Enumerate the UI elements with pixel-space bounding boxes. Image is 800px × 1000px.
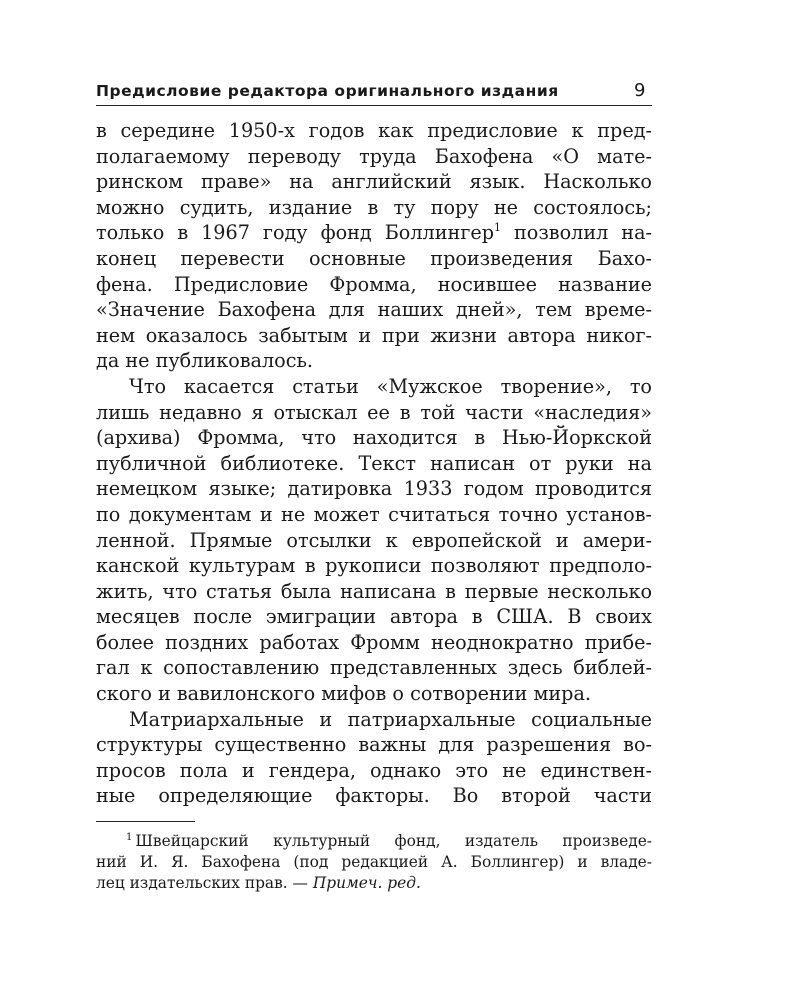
- text-line: более поздних работах Фромм неоднократно прибе-: [96, 630, 652, 654]
- text-line: просов пола и гендера, однако это не единствен-: [96, 758, 652, 782]
- text-line: ленной. Прямые отсылки к европейской и амери-: [96, 528, 652, 552]
- text-line: гал к сопоставлению представленных здесь библей-: [96, 656, 652, 680]
- text-line: нем оказалось забытым и при жизни автора никог-: [96, 323, 652, 347]
- footnote-reference[interactable]: 1: [494, 221, 502, 235]
- text-line: (архива) Фромма, что находится в Нью-Йоркской: [96, 426, 652, 450]
- text-line: лишь недавно я отыскал ее в той части «наследия»: [96, 400, 652, 424]
- text-line: ринском праве» на английский язык. Насколько: [96, 170, 652, 194]
- text-line: полагаемому переводу труда Бахофена «О мате-: [96, 144, 652, 168]
- text-line-with-footnote-ref: [96, 220, 652, 246]
- text-fragment: позволил на-: [501, 221, 652, 245]
- footnote-line: ний И. Я. Бахофена (под редакцией А. Боллингер) и владе-: [96, 852, 652, 871]
- text-line: в середине 1950-х годов как предисловие к пред-: [96, 119, 652, 142]
- text-line: «Значение Бахофена для наших дней», тем време-: [96, 298, 652, 322]
- text-line: можно судить, издание в ту пору не состоялось;: [96, 195, 652, 219]
- text-line: фена. Предисловие Фромма, носившее название: [96, 272, 652, 296]
- footnote: [96, 831, 652, 893]
- footnote-marker: 1: [126, 832, 133, 844]
- text-line: ского и вавилонского мифов о сотворении мира.: [96, 682, 591, 706]
- running-header: [96, 80, 652, 106]
- text-line: да не публиковалось.: [96, 349, 314, 373]
- text-fragment: только в 1967 году фонд Боллингер: [96, 221, 495, 245]
- text-line: структуры существенно важны для разрешения во-: [96, 733, 652, 757]
- footnote-line: [96, 873, 652, 894]
- text-line: месяцев после эмиграции автора в США. В своих: [96, 605, 652, 629]
- book-page: [96, 80, 652, 893]
- paragraph: [96, 707, 652, 809]
- footnote-text: лец издательских прав. —: [96, 873, 313, 892]
- footnote-text: Швейцарский культурный фонд, издатель произведе-: [135, 832, 652, 851]
- paragraph: [96, 374, 652, 707]
- text-line: Матриархальные и патриархальные социальные: [129, 707, 652, 731]
- running-head-title: Предисловие редактора оригинального издания: [96, 82, 559, 100]
- text-line: ные определяющие факторы. Во второй части: [96, 784, 652, 808]
- text-line: конец перевести основные произведения Бахо-: [96, 246, 652, 270]
- editor-note: Примеч. ред.: [312, 873, 421, 892]
- text-line: жить, что статья была написана в первые несколько: [96, 579, 652, 603]
- body-text: [96, 118, 652, 809]
- page-number: 9: [634, 80, 646, 101]
- text-line: по документам и не может считаться точно установ-: [96, 502, 652, 526]
- text-line: немецком языке; датировка 1933 годом проводится: [96, 477, 652, 501]
- footnote-line: [96, 831, 652, 852]
- paragraph: [96, 118, 652, 374]
- text-line: Что касается статьи «Мужское творение», то: [129, 374, 652, 398]
- text-line: публичной библиотеке. Текст написан от руки на: [96, 451, 652, 475]
- footnote-divider: [96, 821, 195, 822]
- text-line: канской культурам в рукописи позволяют предполо-: [96, 554, 652, 578]
